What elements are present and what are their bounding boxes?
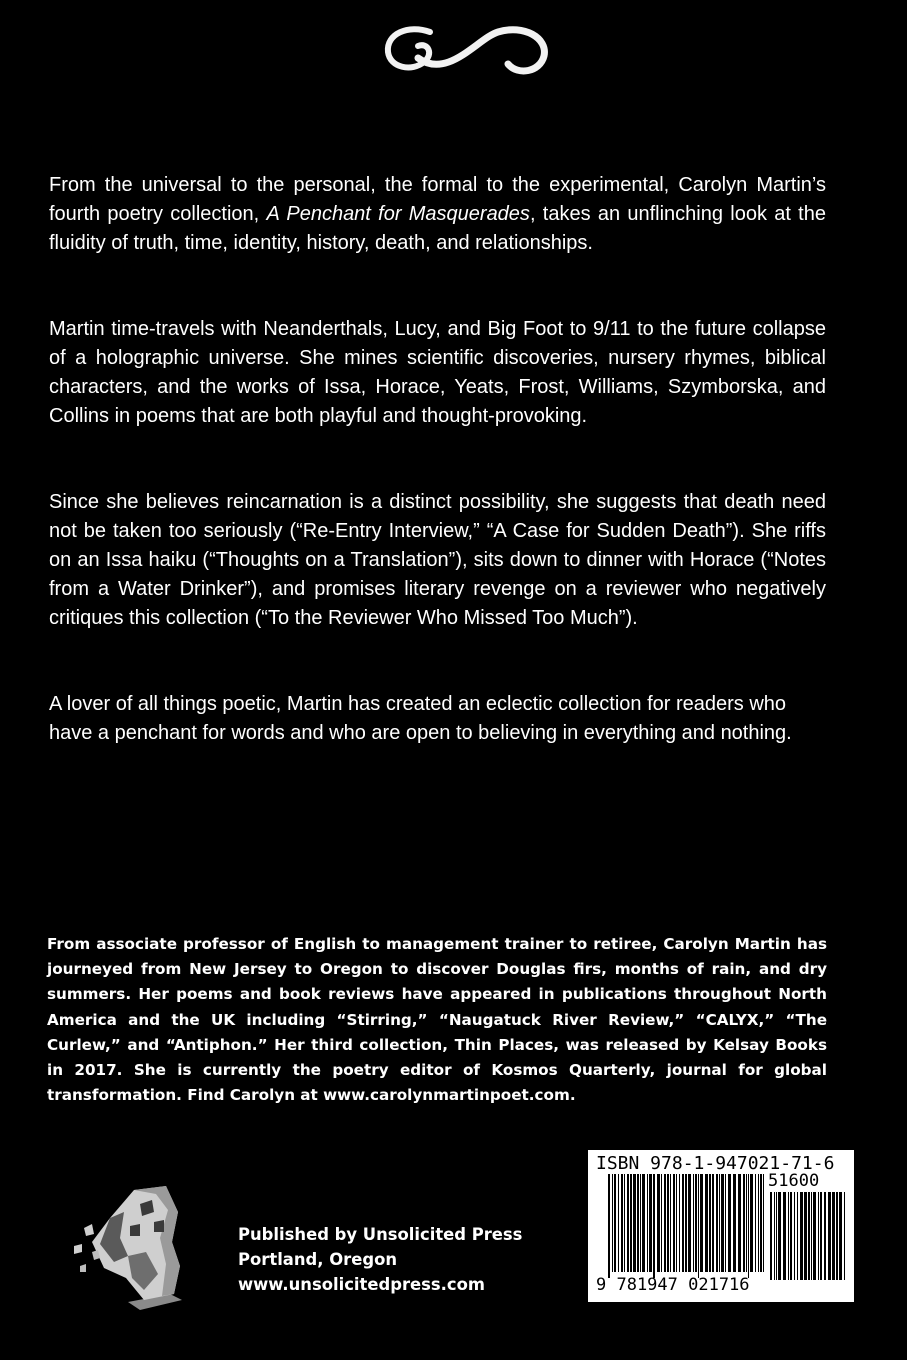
- author-bio: From associate professor of English to management trainer to retiree, Carolyn Martin has journeyed from New Jersey to Oregon to discover Douglas firs, months of rain, and dry summers. Her poems and book reviews have appeared in publications throughout North America and the UK including “Stirring,” “Naugatuck River Review,” “CALYX,” “The Curlew,” and “Antiphon.” Her third collection, Thin Places, was released by Kelsay Books in 2017. She is currently the poetry editor of Kosmos Quarterly, journal for global transformation. Find Carolyn at www.carolynmartinpoet.com.: [47, 935, 827, 1105]
- blurb-paragraph-4: A lover of all things poetic, Martin has created an eclectic collection for readers who have a penchant for words and who are open to believing in everything and nothing.: [49, 693, 792, 744]
- blurb-paragraph-3: Since she believes reincarnation is a distinct possibility, she suggests that death need not be taken too seriously (“Re-Entry Interview,” “A Case for Sudden Death”). She riffs on an Issa haiku (“Thoughts on a Translation”), sits down to dinner with Horace (“Notes from a Water Drinker”), and promises literary revenge on a reviewer who negatively critiques this collection (“To the Reviewer Who Missed Too Much”).: [49, 491, 826, 629]
- publisher-location: Portland, Oregon: [238, 1250, 398, 1269]
- ean-digits: 9 781947 021716: [596, 1275, 750, 1295]
- blurb-paragraph-1: [49, 171, 826, 258]
- barcode-addon-icon: [770, 1192, 848, 1280]
- blurb-paragraph-2: Martin time-travels with Neanderthals, Lucy, and Big Foot to 9/11 to the future collapse of a holographic universe. She mines scientific discoveries, nursery rhymes, biblical characters, and the works of Issa, Horace, Yeats, Frost, Williams, Szymborska, and Collins in poems that are both playful and thought-provoking.: [49, 318, 826, 427]
- blurb-text: , takes an unflinching look at the fluidity of truth, time, identity, history, death, and relationships.: [49, 203, 826, 254]
- isbn-number: ISBN 978-1-947021-71-6: [596, 1153, 835, 1174]
- publisher-info: [238, 1222, 522, 1297]
- unsolicited-press-logo-icon: [70, 1182, 190, 1312]
- price-code: 51600: [768, 1171, 820, 1191]
- publisher-name: Published by Unsolicited Press: [238, 1225, 523, 1244]
- blurb-text: From the universal to the personal, the formal to the experimental, Carolyn Martin’s fourth poetry collection,: [49, 174, 826, 225]
- book-title: A Penchant for Masquerades: [266, 203, 530, 225]
- barcode-icon: [608, 1174, 766, 1278]
- isbn-barcode: [588, 1150, 854, 1302]
- publisher-website: www.unsolicitedpress.com: [238, 1275, 485, 1294]
- swirl-ornament-icon: [378, 18, 556, 80]
